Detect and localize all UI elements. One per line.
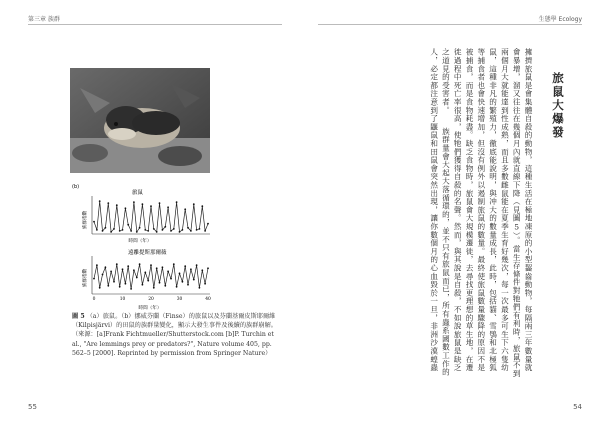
data-point-1: [96, 264, 98, 266]
data-point-35: [193, 203, 195, 205]
data-point-30: [179, 231, 181, 233]
x-tick-10: 10: [119, 297, 126, 302]
data-point-21: [153, 287, 155, 289]
data-point-8: [116, 263, 118, 265]
data-point-36: [196, 229, 198, 231]
data-point-22: [156, 267, 158, 269]
data-point-9: [119, 230, 121, 232]
data-point-22: [156, 231, 158, 233]
data-point-20: [150, 205, 152, 207]
data-point-13: [130, 288, 132, 290]
data-point-16: [139, 227, 141, 229]
panel-label: (b): [72, 184, 80, 190]
running-header-right: 生態學 Ecology: [538, 16, 582, 23]
chart2-series: [94, 264, 208, 289]
data-point-31: [182, 229, 184, 231]
page-number-right: 54: [573, 403, 582, 411]
data-point-0: [93, 278, 95, 280]
chart2-xlabel: 時間（年）: [138, 306, 162, 311]
chart2-title: 遠離提斯那爾薇: [128, 250, 167, 256]
data-point-19: [147, 230, 149, 232]
data-point-21: [153, 228, 155, 230]
data-point-8: [116, 204, 118, 206]
caption-text: （a）旅鼠。（b）挪威芬蘭（Finse）的旅鼠以及芬蘭基爾皮斯耶爾維（Kilpisjärvi）的田鼠的族群量變化，顯示大發生事件及後續的族群崩解。（來源：[a]Frank Fichtmueller/Shutterstock.com [b]P. Turchin et al., "Are lemmings prey or predators?", Nature volume 405, pp. 562–5 [2000]. Reprinted by permission from Springer Nature）: [72, 313, 277, 357]
data-point-35: [193, 279, 195, 281]
data-point-17: [142, 284, 144, 286]
running-header-left: 第三章 族群: [28, 16, 60, 23]
data-point-29: [176, 286, 178, 288]
data-point-29: [176, 201, 178, 203]
data-point-0: [93, 221, 95, 223]
chart1-ylabel: 族群指數: [83, 210, 88, 230]
x-tick-30: 30: [176, 297, 183, 302]
data-point-10: [122, 268, 124, 270]
page-number-left: 55: [28, 403, 37, 411]
data-point-3: [102, 274, 104, 276]
data-point-12: [127, 224, 129, 226]
data-point-7: [113, 228, 115, 230]
data-point-12: [127, 265, 129, 267]
x-tick-40: 40: [205, 297, 211, 302]
data-point-6: [110, 271, 112, 273]
data-point-23: [159, 282, 161, 284]
data-point-19: [147, 280, 149, 282]
data-point-40: [207, 267, 209, 269]
data-point-11: [125, 283, 127, 285]
data-point-14: [133, 201, 135, 203]
data-point-24: [162, 266, 164, 268]
chart2-ylabel: 族群指數: [83, 268, 88, 288]
data-point-6: [110, 231, 112, 233]
data-point-5: [107, 202, 109, 204]
data-point-14: [133, 269, 135, 271]
data-point-33: [187, 227, 189, 229]
population-charts: [70, 182, 220, 312]
data-point-27: [170, 278, 172, 280]
data-point-34: [190, 268, 192, 270]
data-point-7: [113, 281, 115, 283]
data-point-10: [122, 229, 124, 231]
data-point-40: [207, 223, 209, 225]
data-point-2: [99, 200, 101, 202]
data-point-9: [119, 286, 121, 288]
data-point-39: [204, 283, 206, 285]
data-point-2: [99, 287, 101, 289]
data-point-31: [182, 281, 184, 283]
data-point-15: [136, 231, 138, 233]
data-point-36: [196, 264, 198, 266]
lemming-photo: [70, 68, 210, 173]
data-point-34: [190, 230, 192, 232]
data-point-18: [144, 272, 146, 274]
data-point-3: [102, 230, 104, 232]
data-point-11: [125, 207, 127, 209]
data-point-18: [144, 229, 146, 231]
body-paragraph-1: 擁擠旅鼠是會集體自殺的動物，這種生活在極地凍原的小型齧齒動物，每隔兩三年數量就會暴增，溜又往往在幾個月內就直線下降（見圖5）。當生存條件對牠們有利時，旅鼠不到兩個月大就能達到性成熟，而且多數雌鼠能在夏季生育好幾次，每一次最多可生下六隻幼鼠，這種非凡的繁殖力，徹底能說明，與冲大的數量成長，此時，包括貓、雪鴞和北極狐等捕食者也會快速增加，但沒有例外以遏制旅鼠的數量。最終使旅鼠數量驟降的原因不是被捕食，而是食物耗盡。缺乏食物時，旅鼠會大規模遷徙，去尋找更理想的草生地，在遷徙過程中死亡率很高，使牠們獲得自殺的名聲。然而，與其說是自殺，不如說旅鼠是缺乏之道見的受害者。 族群量會大起大落循環的，並不只有旅鼠而已，所有蟲系國數工作的人，必定都注意到了鼴鼠和田鼠會突然出現，讓你數個月的心血毀於一旦，非洲沙漠蝗蟲: [429, 48, 533, 378]
data-point-30: [179, 273, 181, 275]
data-point-37: [199, 228, 201, 230]
data-point-4: [105, 227, 107, 229]
x-tick-0: 0: [92, 297, 96, 302]
data-point-28: [173, 263, 175, 265]
data-point-25: [164, 226, 166, 228]
data-point-17: [142, 203, 144, 205]
data-point-26: [167, 271, 169, 273]
data-point-37: [199, 287, 201, 289]
data-point-32: [184, 265, 186, 267]
data-point-32: [184, 208, 186, 210]
data-point-5: [107, 285, 109, 287]
data-point-13: [130, 230, 132, 232]
section-title: 旅鼠大爆發: [551, 72, 565, 140]
data-point-38: [201, 269, 203, 271]
header-rule-right: [318, 24, 582, 25]
data-point-16: [139, 263, 141, 265]
data-point-33: [187, 284, 189, 286]
data-point-23: [159, 202, 161, 204]
x-tick-20: 20: [148, 297, 154, 302]
data-point-25: [164, 285, 166, 287]
data-point-4: [105, 266, 107, 268]
data-point-24: [162, 229, 164, 231]
figure-caption: [72, 312, 282, 358]
data-point-1: [96, 229, 98, 231]
header-rule-left: [28, 24, 282, 25]
data-point-39: [204, 230, 206, 232]
data-point-26: [167, 206, 169, 208]
data-point-28: [173, 228, 175, 230]
data-point-20: [150, 264, 152, 266]
caption-label: 圖 5: [72, 313, 85, 320]
chart1-title: 旅鼠: [132, 190, 144, 196]
data-point-38: [201, 205, 203, 207]
data-point-27: [170, 230, 172, 232]
data-point-15: [136, 277, 138, 279]
chart1-xlabel: 時間（年）: [128, 239, 152, 244]
